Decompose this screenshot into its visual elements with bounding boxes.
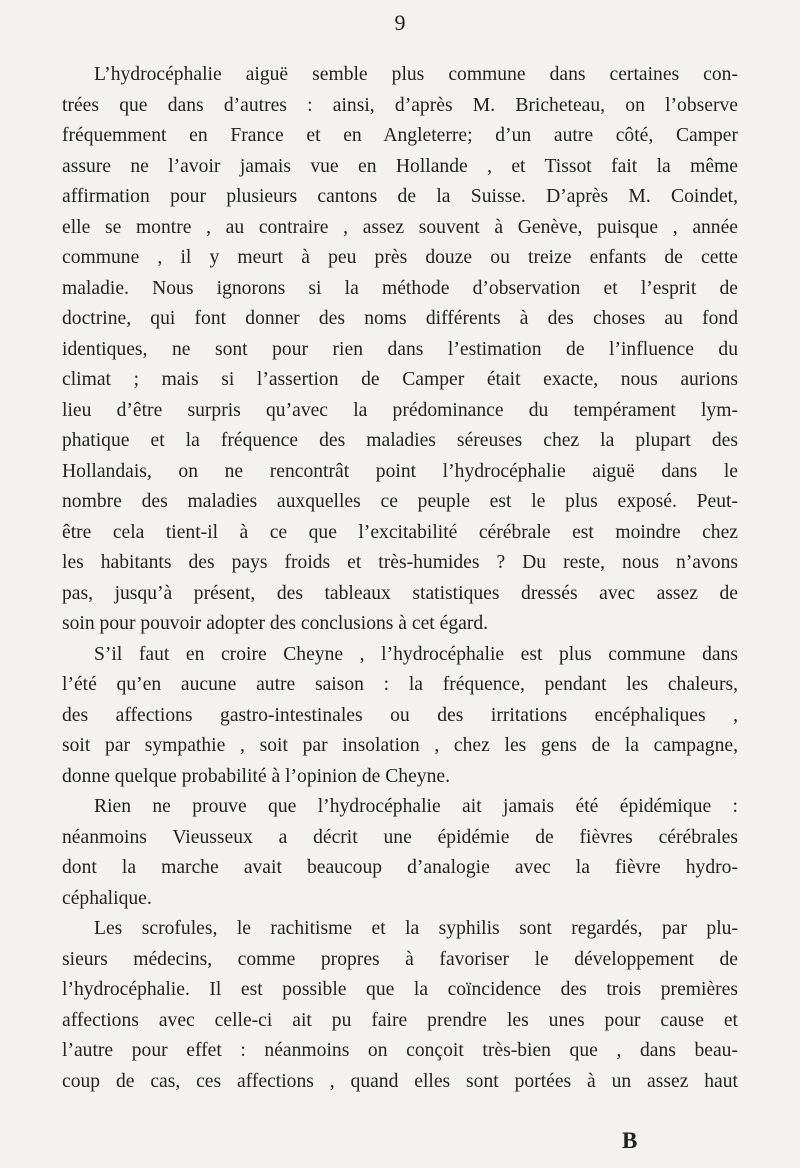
text-line: les habitants des pays froids et très-humides ? Du reste, nous n’avons [62, 552, 738, 573]
text-line: climat ; mais si l’assertion de Camper était exacte, nous aurions [62, 369, 738, 390]
text-line: assure ne l’avoir jamais vue en Hollande , et Tissot fait la même [62, 155, 738, 177]
text-line: dont la marche avait beaucoup d’analogie avec la fièvre hydro- [62, 857, 738, 878]
text-line: néanmoins Vieusseux a décrit une épidémie de fièvres cérébrales [62, 826, 738, 848]
text-line: des affections gastro-intestinales ou des irritations encéphaliques , [62, 704, 738, 726]
text-line: céphalique. [62, 887, 152, 909]
text-line: sieurs médecins, comme propres à favoriser le développement de [62, 948, 738, 970]
text-line: Hollandais, on ne rencontrât point l’hydrocéphalie aiguë dans le [62, 460, 738, 482]
text-line: fréquemment en France et en Angleterre; d’un autre côté, Camper [62, 125, 738, 146]
text-line: l’été qu’en aucune autre saison : la fréquence, pendant les chaleurs, [62, 674, 738, 695]
text-line: soin pour pouvoir adopter des conclusions à cet égard. [62, 613, 489, 634]
text-line: nombre des maladies auxquelles ce peuple est le plus exposé. Peut- [62, 491, 738, 512]
text-line: S’il faut en croire Cheyne , l’hydrocéphalie est plus commune dans [94, 643, 738, 665]
text-line: Les scrofules, le rachitisme et la syphilis sont regardés, par plu- [94, 918, 738, 939]
text-line: elle se montre , au contraire , assez souvent à Genève, puisque , année [62, 216, 738, 238]
text-line: l’autre pour effet : néanmoins on conçoit très-bien que , dans beau- [62, 1040, 738, 1061]
text-line: affections avec celle-ci ait pu faire prendre les unes pour cause et [62, 1009, 738, 1031]
text-line: Rien ne prouve que l’hydrocéphalie ait jamais été épidémique : [94, 796, 738, 817]
text-line: soit par sympathie , soit par insolation , chez les gens de la campagne, [62, 735, 738, 756]
text-line: donne quelque probabilité à l’opinion de Cheyne. [62, 765, 450, 787]
body-text [62, 60, 738, 1097]
text-line: L’hydrocéphalie aiguë semble plus commune dans certaines con- [94, 64, 738, 85]
text-line: être cela tient-il à ce que l’excitabilité cérébrale est moindre chez [62, 521, 738, 543]
signature-mark: B [622, 1128, 638, 1153]
text-line: coup de cas, ces affections , quand elles sont portées à un assez haut [62, 1070, 738, 1092]
text-line: l’hydrocéphalie. Il est possible que la coïncidence des trois premières [62, 979, 738, 1000]
text-line: trées que dans d’autres : ainsi, d’après M. Bricheteau, on l’observe [62, 94, 738, 116]
text-line: lieu d’être surpris qu’avec la prédominance du tempérament lym- [62, 399, 738, 421]
text-line: affirmation pour plusieurs cantons de la Suisse. D’après M. Coindet, [62, 186, 738, 207]
text-line: pas, jusqu’à présent, des tableaux statistiques dressés avec assez de [62, 582, 738, 604]
text-line: maladie. Nous ignorons si la méthode d’observation et l’esprit de [62, 277, 738, 299]
page-number: 9 [394, 10, 406, 35]
text-line: doctrine, qui font donner des noms différents à des choses au fond [62, 308, 738, 329]
text-line: identiques, ne sont pour rien dans l’estimation de l’influence du [62, 338, 738, 360]
text-line: commune , il y meurt à peu près douze ou treize enfants de cette [62, 247, 738, 268]
text-line: phatique et la fréquence des maladies séreuses chez la plupart des [62, 430, 738, 451]
